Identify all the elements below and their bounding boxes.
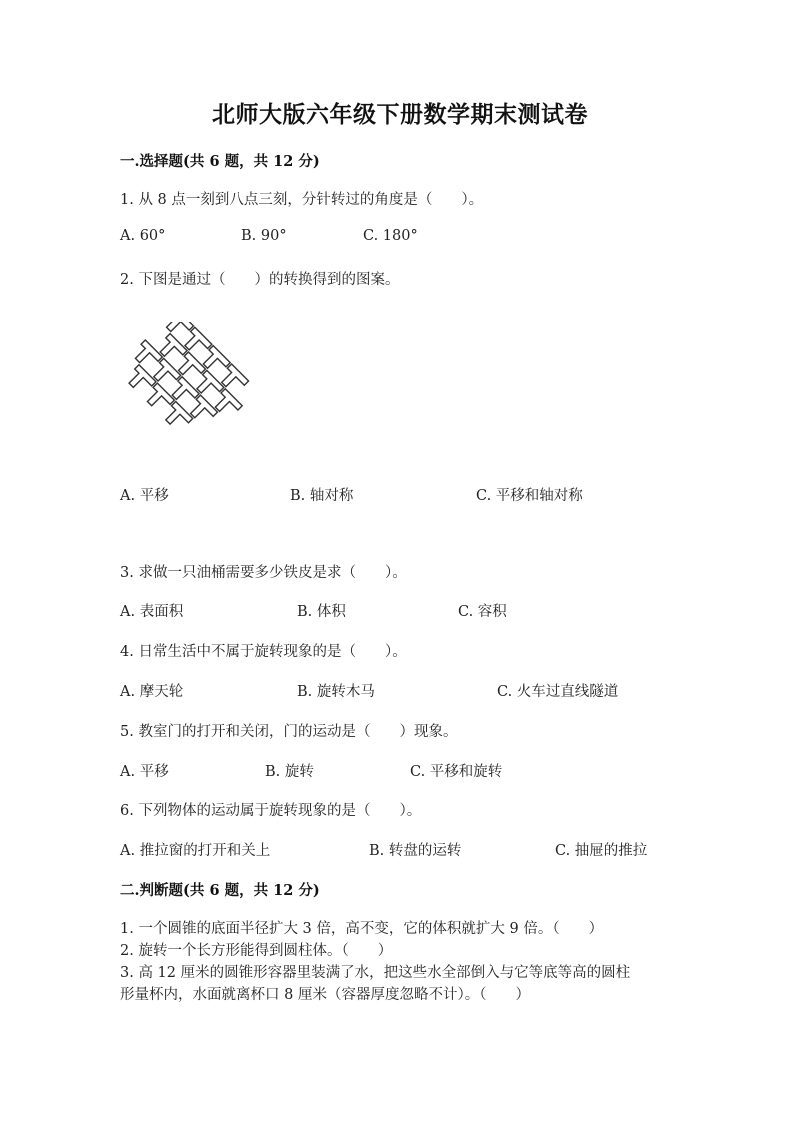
question-2-text: 2. 下图是通过（ ）的转换得到的图案。: [120, 272, 400, 288]
question-3-option-c: C. 容积: [458, 604, 507, 620]
tessellation-figure: [120, 322, 265, 440]
question-4-text: 4. 日常生活中不属于旋转现象的是（ ）。: [120, 644, 407, 660]
question-5-option-c: C. 平移和旋转: [410, 764, 503, 780]
question-1-option-a: A. 60°: [120, 228, 166, 244]
question-1-text: 1. 从 8 点一刻到八点三刻，分针转过的角度是（ ）。: [120, 192, 484, 208]
judgment-3-text: 3. 高 12 厘米的圆锥形容器里装满了水，把这些水全部倒入与它等底等高的圆柱: [120, 965, 631, 981]
question-6-option-c: C. 抽屉的推拉: [555, 843, 648, 859]
question-4-option-b: B. 旋转木马: [297, 684, 375, 700]
question-6-option-b: B. 转盘的运转: [369, 843, 462, 859]
question-1-option-c: C. 180°: [363, 228, 418, 244]
question-2-option-c: C. 平移和轴对称: [476, 488, 583, 504]
question-2-option-a: A. 平移: [120, 488, 169, 504]
question-3-option-a: A. 表面积: [120, 604, 184, 620]
question-4-option-a: A. 摩天轮: [120, 684, 184, 700]
section-heading-judgment: 二.判断题(共 6 题，共 12 分): [120, 882, 320, 899]
question-4-option-c: C. 火车过直线隧道: [497, 684, 619, 700]
question-2-option-b: B. 轴对称: [290, 488, 354, 504]
question-5-option-b: B. 旋转: [265, 764, 314, 780]
section-heading-choice: 一.选择题(共 6 题，共 12 分): [120, 153, 320, 170]
question-3-text: 3. 求做一只油桶需要多少铁皮是求（ ）。: [120, 565, 407, 581]
question-5-text: 5. 教室门的打开和关闭，门的运动是（ ）现象。: [120, 724, 458, 740]
judgment-2-text: 2. 旋转一个长方形能得到圆柱体。（ ）: [120, 943, 393, 959]
judgment-1-text: 1. 一个圆锥的底面半径扩大 3 倍，高不变，它的体积就扩大 9 倍。（ ）: [120, 921, 604, 937]
question-5-option-a: A. 平移: [120, 764, 169, 780]
question-6-option-a: A. 推拉窗的打开和关上: [120, 843, 271, 859]
judgment-3-text-continued: 形量杯内，水面就离杯口 8 厘米（容器厚度忽略不计）。（ ）: [120, 987, 530, 1003]
page-title: 北师大版六年级下册数学期末测试卷: [212, 101, 588, 128]
question-3-option-b: B. 体积: [297, 604, 346, 620]
question-1-option-b: B. 90°: [241, 228, 287, 244]
question-6-text: 6. 下列物体的运动属于旋转现象的是（ ）。: [120, 803, 422, 819]
